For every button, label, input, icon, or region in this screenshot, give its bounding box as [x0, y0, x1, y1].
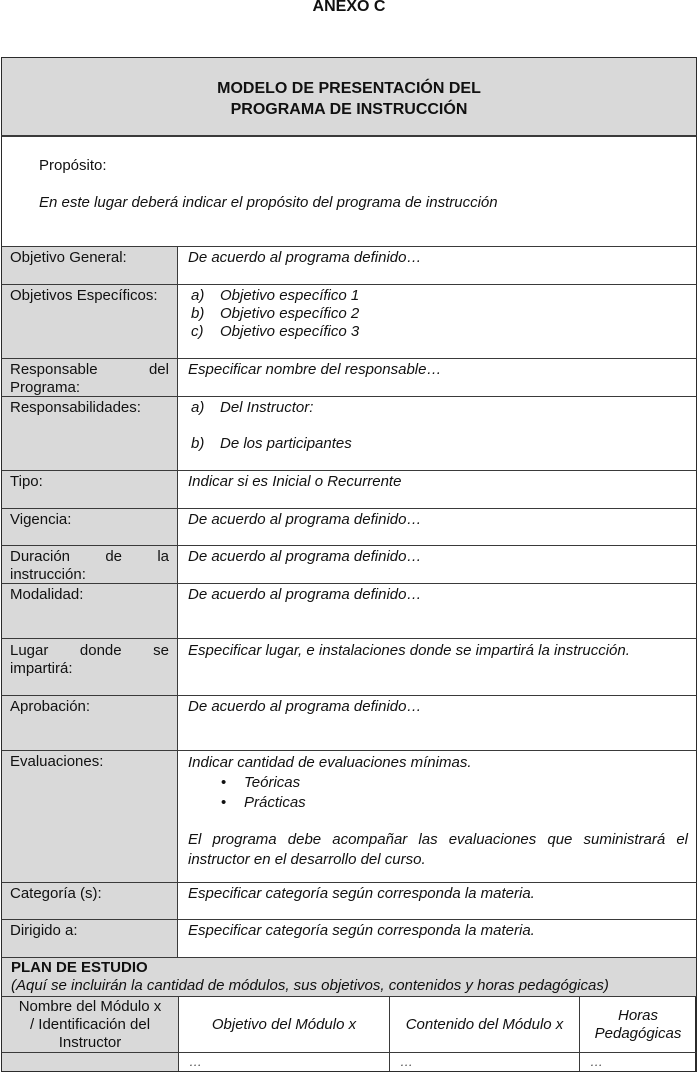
list-marker: b)	[191, 305, 205, 322]
list-marker: c)	[191, 323, 204, 340]
field-categoria	[1, 882, 697, 919]
field-value[interactable]	[179, 285, 696, 358]
list-marker: b)	[191, 435, 205, 452]
objectives-list	[188, 287, 688, 341]
field-value[interactable]: De acuerdo al programa definido…	[179, 696, 696, 750]
field-objetivo-general	[1, 246, 697, 284]
form-title-line-1: MODELO DE PRESENTACIÓN DEL	[217, 80, 481, 97]
label-word: la	[157, 548, 169, 565]
module-table-header	[1, 996, 697, 1052]
field-value[interactable]: Especificar nombre del responsable…	[179, 359, 696, 396]
field-label	[2, 639, 178, 695]
field-value[interactable]: De acuerdo al programa definido…	[179, 546, 696, 583]
label-word: donde	[79, 642, 122, 659]
field-value[interactable]: Especificar categoría según corresponda la materia.	[179, 920, 696, 957]
label-line: impartirá:	[10, 660, 73, 677]
field-label: Dirigido a:	[2, 920, 178, 957]
field-tipo	[1, 470, 697, 508]
list-item	[188, 323, 688, 341]
field-value[interactable]	[179, 751, 696, 882]
field-label: Responsabilidades:	[2, 397, 178, 470]
field-modalidad	[1, 583, 697, 638]
field-label: Evaluaciones:	[2, 751, 178, 882]
annex-title: ANEXO C	[312, 0, 386, 15]
form-header	[1, 57, 697, 135]
purpose-text[interactable]: En este lugar deberá indicar el propósito del programa de instrucción	[39, 194, 498, 211]
label-word: de	[105, 548, 123, 565]
list-item-text: Teóricas	[244, 774, 301, 791]
label-word: Responsable	[10, 361, 98, 378]
column-header-module-content: Contenido del Módulo x	[390, 997, 580, 1052]
table-cell[interactable]: …	[390, 1053, 580, 1072]
field-dirigido	[1, 919, 697, 957]
form-title-line-2: PROGRAMA DE INSTRUCCIÓN	[230, 101, 468, 118]
field-aprobacion	[1, 695, 697, 750]
list-marker: a)	[191, 287, 205, 304]
label-line: Programa:	[10, 379, 81, 396]
field-label: Vigencia:	[2, 509, 178, 545]
field-lugar	[1, 638, 697, 695]
field-value[interactable]: De acuerdo al programa definido…	[179, 584, 696, 638]
list-item-text: Del Instructor:	[220, 399, 314, 416]
list-item-text: Objetivo específico 1	[220, 287, 360, 304]
list-item	[188, 287, 688, 305]
plan-title: PLAN DE ESTUDIO	[11, 959, 148, 976]
plan-section-header	[1, 957, 697, 996]
bullet-icon: •	[221, 774, 227, 791]
field-evaluaciones	[1, 750, 697, 882]
list-item	[188, 435, 688, 453]
list-item	[188, 773, 688, 793]
field-duracion	[1, 545, 697, 583]
label-word: Duración	[10, 548, 71, 565]
list-marker: a)	[191, 399, 205, 416]
field-responsable	[1, 358, 697, 396]
field-value[interactable]: De acuerdo al programa definido…	[179, 509, 696, 545]
field-objetivos-especificos	[1, 284, 697, 358]
table-row	[1, 1052, 697, 1072]
field-label: Modalidad:	[2, 584, 178, 638]
bullet-icon: •	[221, 794, 227, 811]
list-item-text: Prácticas	[244, 794, 306, 811]
list-item-text: De los participantes	[220, 435, 352, 452]
label-word: se	[153, 642, 169, 659]
field-label	[2, 359, 178, 396]
purpose-section	[1, 135, 697, 246]
evaluations-intro: Indicar cantidad de evaluaciones mínimas.	[188, 754, 472, 771]
field-value[interactable]: Indicar si es Inicial o Recurrente	[179, 471, 696, 508]
label-word: del	[148, 361, 169, 378]
field-value[interactable]: Especificar lugar, e instalaciones donde se impartirá la instrucción.	[179, 639, 696, 695]
field-label: Categoría (s):	[2, 883, 178, 919]
list-item	[188, 305, 688, 323]
list-item-text: Objetivo específico 2	[220, 305, 360, 322]
field-label: Aprobación:	[2, 696, 178, 750]
responsibilities-list	[188, 399, 688, 453]
label-word: Lugar	[10, 642, 49, 659]
table-cell[interactable]: …	[179, 1053, 390, 1072]
purpose-label: Propósito:	[39, 157, 107, 174]
list-item	[188, 793, 688, 813]
column-header-hours: Horas Pedagógicas	[594, 1006, 682, 1042]
field-value[interactable]: De acuerdo al programa definido…	[179, 247, 696, 284]
label-line: instrucción:	[10, 566, 86, 583]
field-vigencia	[1, 508, 697, 545]
table-cell[interactable]	[2, 1053, 179, 1072]
list-item-text: Objetivo específico 3	[220, 323, 360, 340]
field-value[interactable]: Especificar categoría según corresponda la materia.	[179, 883, 696, 919]
evaluations-list	[188, 773, 688, 813]
field-label: Objetivos Específicos:	[2, 285, 178, 358]
plan-subtitle: (Aquí se incluirán la cantidad de módulos, sus objetivos, contenidos y horas pedagógicas)	[11, 977, 609, 994]
field-responsabilidades	[1, 396, 697, 470]
field-label: Tipo:	[2, 471, 178, 508]
list-item	[188, 399, 688, 417]
table-bottom-border	[1, 1071, 697, 1072]
evaluations-note: El programa debe acompañar las evaluaciones que suministrará el instructor en el desarrollo del curso.	[188, 831, 688, 868]
field-value[interactable]	[179, 397, 696, 470]
column-header-module-name: Nombre del Módulo x / Identificación del Instructor	[2, 997, 179, 1052]
table-cell[interactable]: …	[590, 1054, 603, 1069]
field-label	[2, 546, 178, 583]
field-label: Objetivo General:	[2, 247, 178, 284]
column-header-module-objective: Objetivo del Módulo x	[179, 997, 390, 1052]
